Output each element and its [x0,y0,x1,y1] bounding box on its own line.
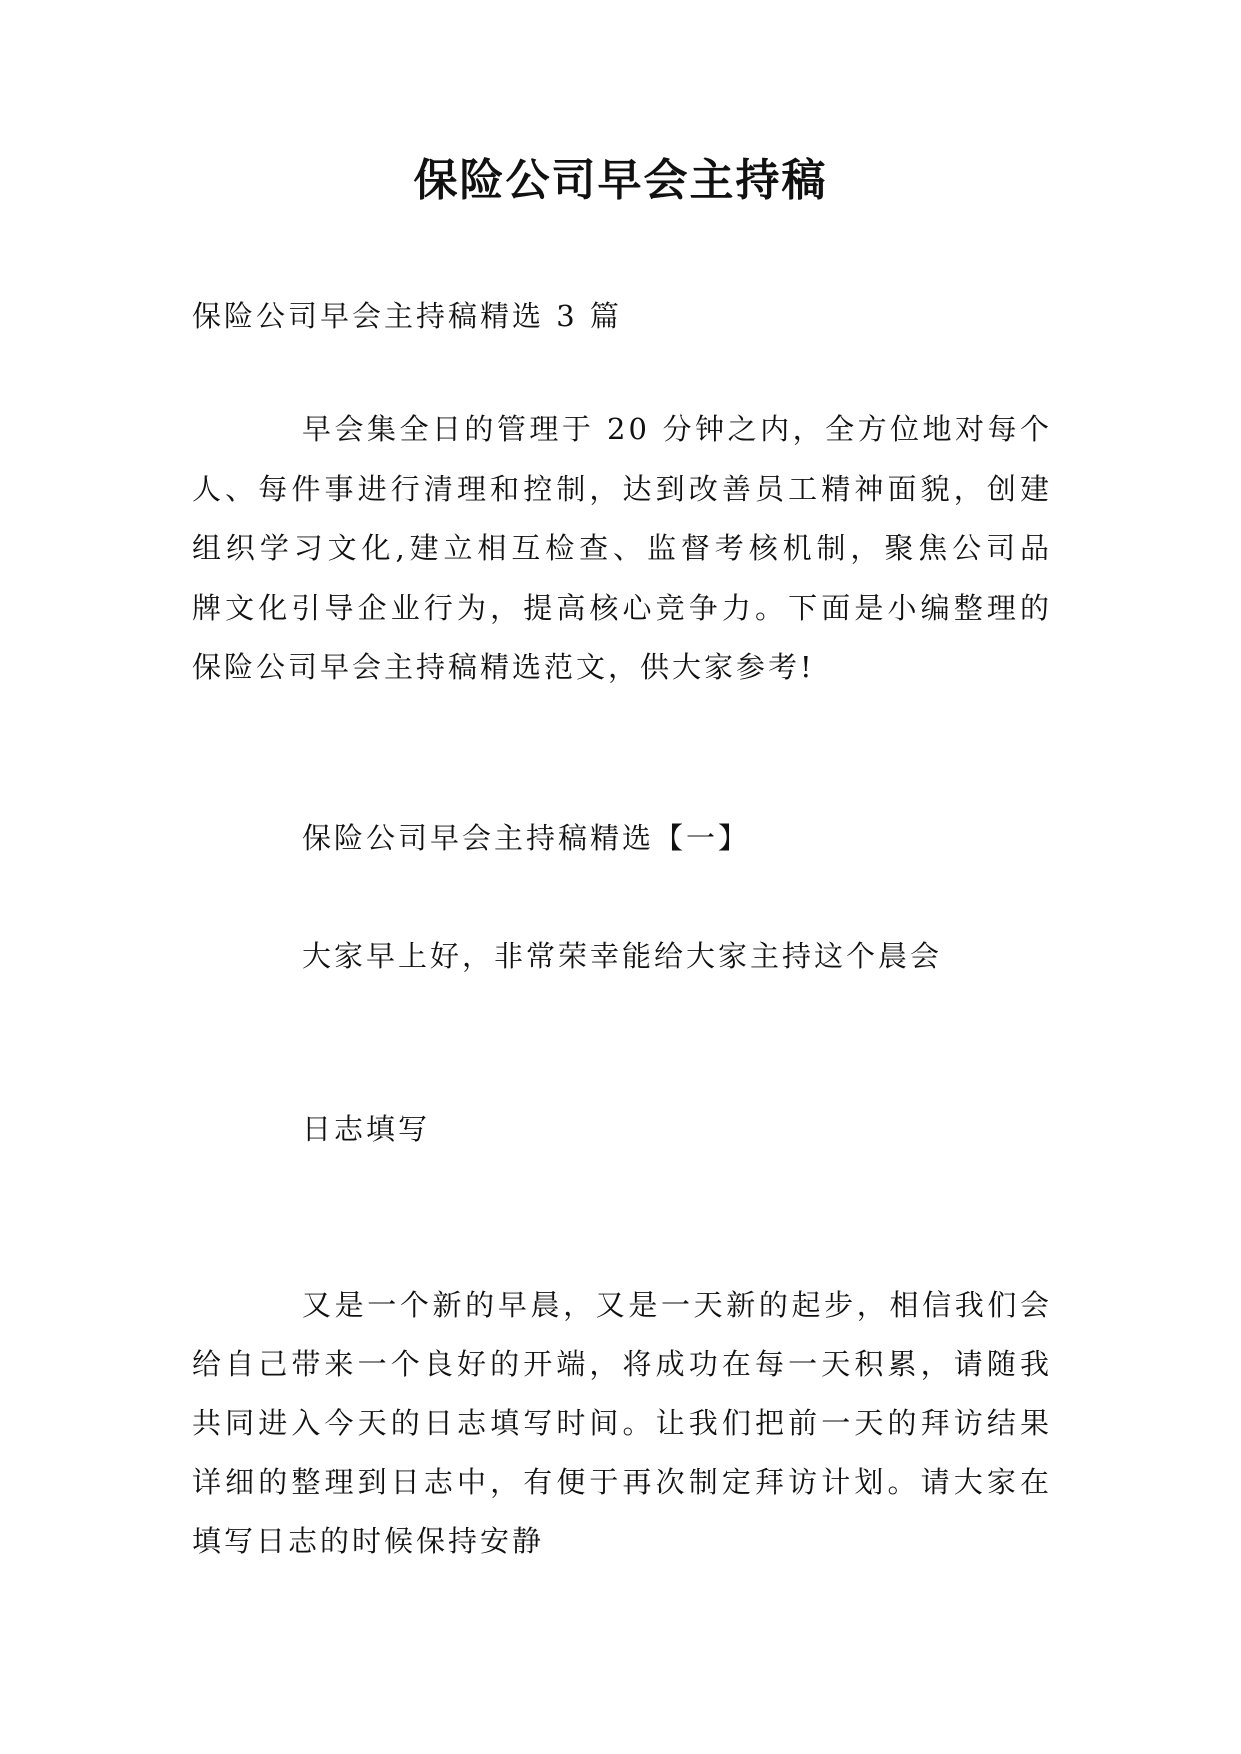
body-paragraph [192,1276,1052,1571]
intro-line: 早会集全日的管理于 20 分钟之内，全方位地对每个 [302,412,1052,446]
intro-line: 组织学习文化,建立相互检查、监督考核机制，聚焦公司品 [192,531,1052,566]
intro-line: 牌文化引导企业行为，提高核心竞争力。下面是小编整理的 [192,590,1052,625]
body-line: 详细的整理到日志中，有便于再次制定拜访计划。请大家在 [192,1465,1052,1499]
body-line: 共同进入今天的日志填写时间。让我们把前一天的拜访结果 [192,1406,1052,1440]
intro-line: 人、每件事进行清理和控制，达到改善员工精神面貌，创建 [192,471,1052,506]
greeting-line: 大家早上好，非常荣幸能给大家主持这个晨会 [302,939,943,973]
body-line: 填写日志的时候保持安静 [192,1524,545,1558]
body-line: 给自己带来一个良好的开端，将成功在每一天积累，请随我 [192,1347,1052,1381]
section-heading: 保险公司早会主持稿精选【一】 [302,821,751,855]
intro-line: 保险公司早会主持稿精选范文，供大家参考! [192,650,815,685]
intro-paragraph [192,400,1052,698]
document-title: 保险公司早会主持稿 [413,155,828,206]
document-subtitle: 保险公司早会主持稿精选 3 篇 [192,299,622,333]
subsection-heading: 日志填写 [302,1112,431,1146]
body-line: 又是一个新的早晨，又是一天新的起步，相信我们会 [302,1288,1052,1322]
